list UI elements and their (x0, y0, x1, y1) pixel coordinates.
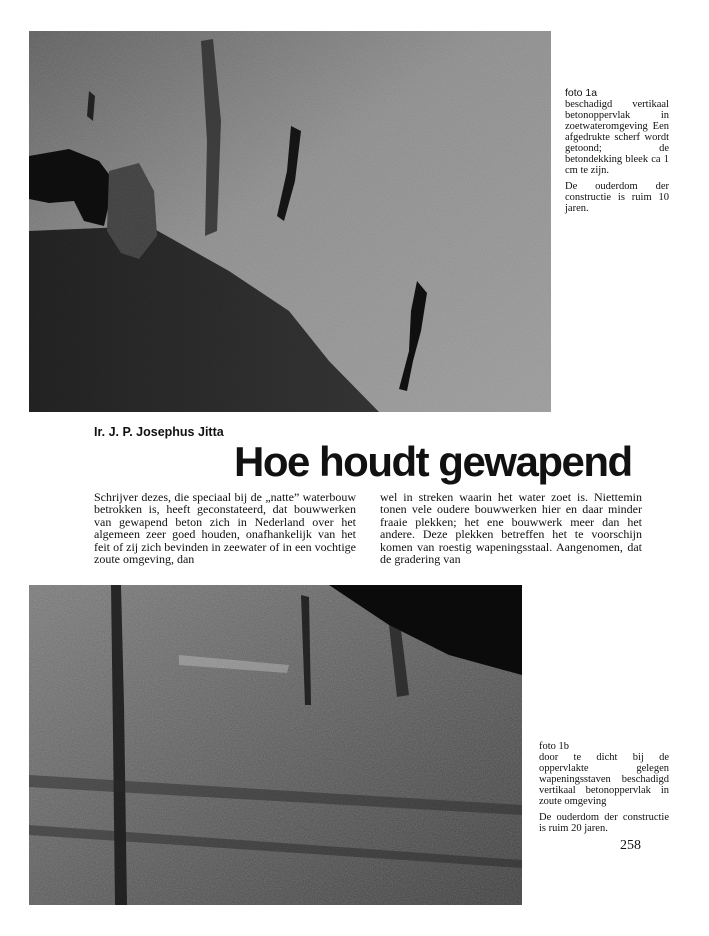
author-name: Ir. J. P. Josephus Jitta (94, 425, 224, 439)
photo-1a-label: foto 1a (565, 87, 598, 99)
body-column-right: wel in streken waarin het water zoet is. Niettemin tonen vele oudere bouwwerken hier en daar minder fraaie plekken; het ene bouwwerk meer dan het andere. Deze plekken betreffen het te voorschijn komen van roestig wapeningsstaal. Aangenomen, dat de gradering van (380, 490, 642, 567)
photo-1b (29, 585, 522, 905)
photo-1b-label: foto 1b (539, 741, 570, 752)
photo-1a-description: beschadigd vertikaal betonoppervlak in zoetwateromgeving Een afgedrukte scherf wordt getoond; de betondekking bleek ca 1 cm te zijn. (565, 99, 669, 176)
photo-1b-caption (539, 741, 669, 839)
photo-1b-age: De ouderdom der constructie is ruim 20 jaren. (539, 812, 669, 834)
photo-1b-image (29, 585, 522, 905)
body-column-left: Schrijver dezes, die speciaal bij de „natte” waterbouw betrokken is, heeft geconstateerd, dat bouwwerken van gewapend beton zich in Nederland over het algemeen zeer goed houden, onafhankelijk van het feit of zij zich bevinden in zeewater of in een vochtige zoute omgeving, dan (94, 490, 356, 567)
photo-1a (29, 31, 551, 412)
photo-1b-description: door te dicht bij de oppervlakte gelegen wapeningsstaven beschadigd vertikaal betonoppervlak in zoute omgeving (539, 752, 669, 807)
page-number: 258 (620, 838, 641, 853)
photo-1a-caption (565, 88, 669, 219)
photo-1a-image (29, 31, 551, 412)
article-title: Hoe houdt gewapend (234, 438, 632, 485)
photo-1a-age: De ouderdom der constructie is ruim 10 jaren. (565, 181, 669, 214)
